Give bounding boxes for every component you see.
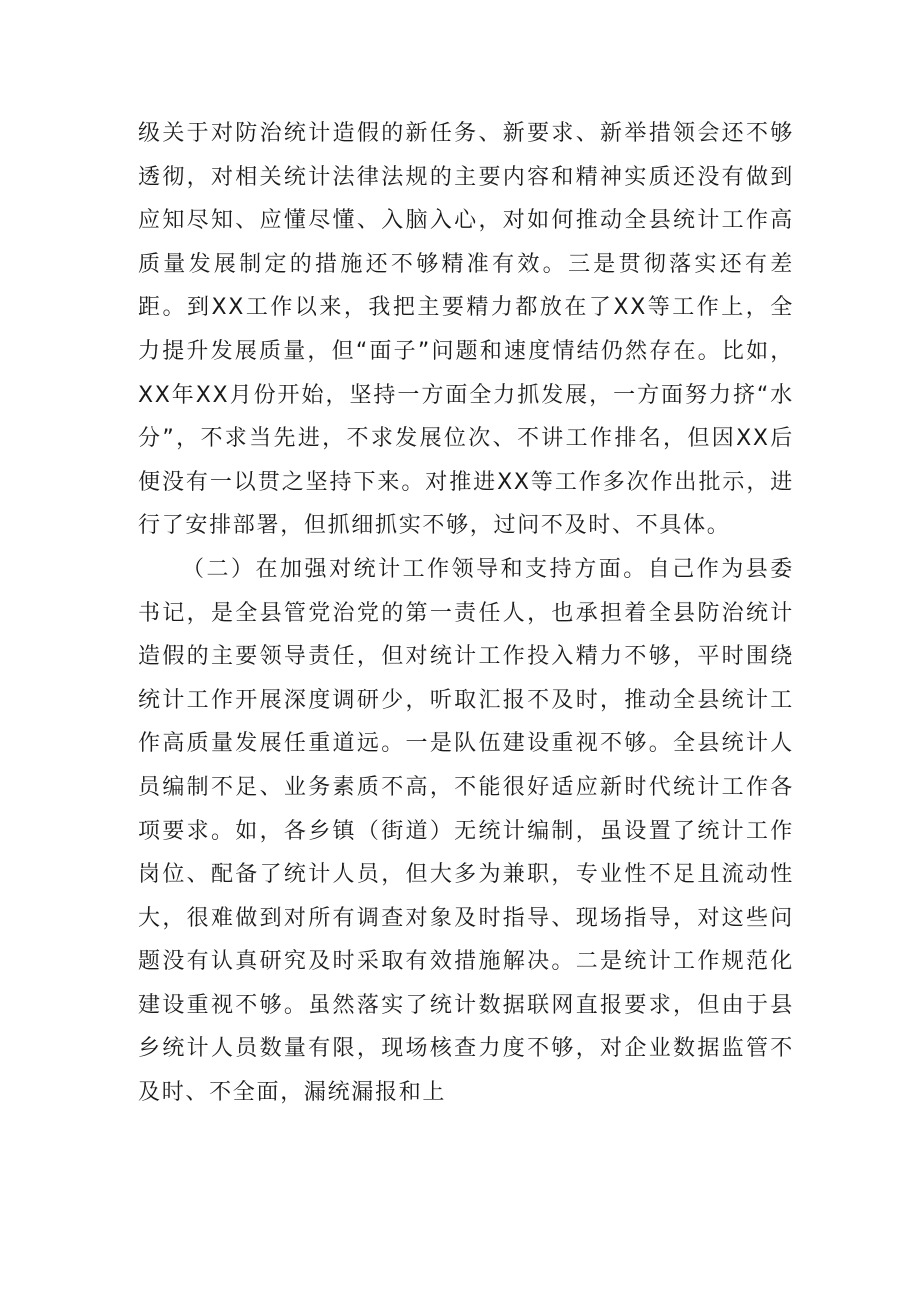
document-body	[138, 112, 794, 1115]
paragraph-continuation: 级关于对防治统计造假的新任务、新要求、新举措领会还不够透彻，对相关统计法律法规的主要内容和精神实质还没有做到应知尽知、应懂尽懂、入脑入心，对如何推动全县统计工作高质量发展制定的措施还不够精准有效。三是贯彻落实还有差距。到XX工作以来，我把主要精力都放在了XX等工作上，全力提升发展质量，但“面子”问题和速度情结仍然存在。比如，XX年XX月份开始，坚持一方面全力抓发展，一方面努力挤“水分”，不求当先进，不求发展位次、不讲工作排名，但因XX后便没有一以贯之坚持下来。对推进XX等工作多次作出批示，进行了安排部署，但抓细抓实不够，过问不及时、不具体。	[138, 121, 794, 539]
paragraph-section-two: （二）在加强对统计工作领导和支持方面。自己作为县委书记，是全县管党治党的第一责任人，也承担着全县防治统计造假的主要领导责任，但对统计工作投入精力不够，平时围绕统计工作开展深度调研少，听取汇报不及时，推动全县统计工作高质量发展任重道远。一是队伍建设重视不够。全县统计人员编制不足、业务素质不高，不能很好适应新时代统计工作各项要求。如，各乡镇（街道）无统计编制，虽设置了统计工作岗位、配备了统计人员，但大多为兼职，专业性不足且流动性大，很难做到对所有调查对象及时指导、现场指导，对这些问题没有认真研究及时采取有效措施解决。二是统计工作规范化建设重视不够。虽然落实了统计数据联网直报要求，但由于县乡统计人员数量有限，现场核查力度不够，对企业数据监管不及时、不全面，漏统漏报和上	[138, 556, 794, 1106]
